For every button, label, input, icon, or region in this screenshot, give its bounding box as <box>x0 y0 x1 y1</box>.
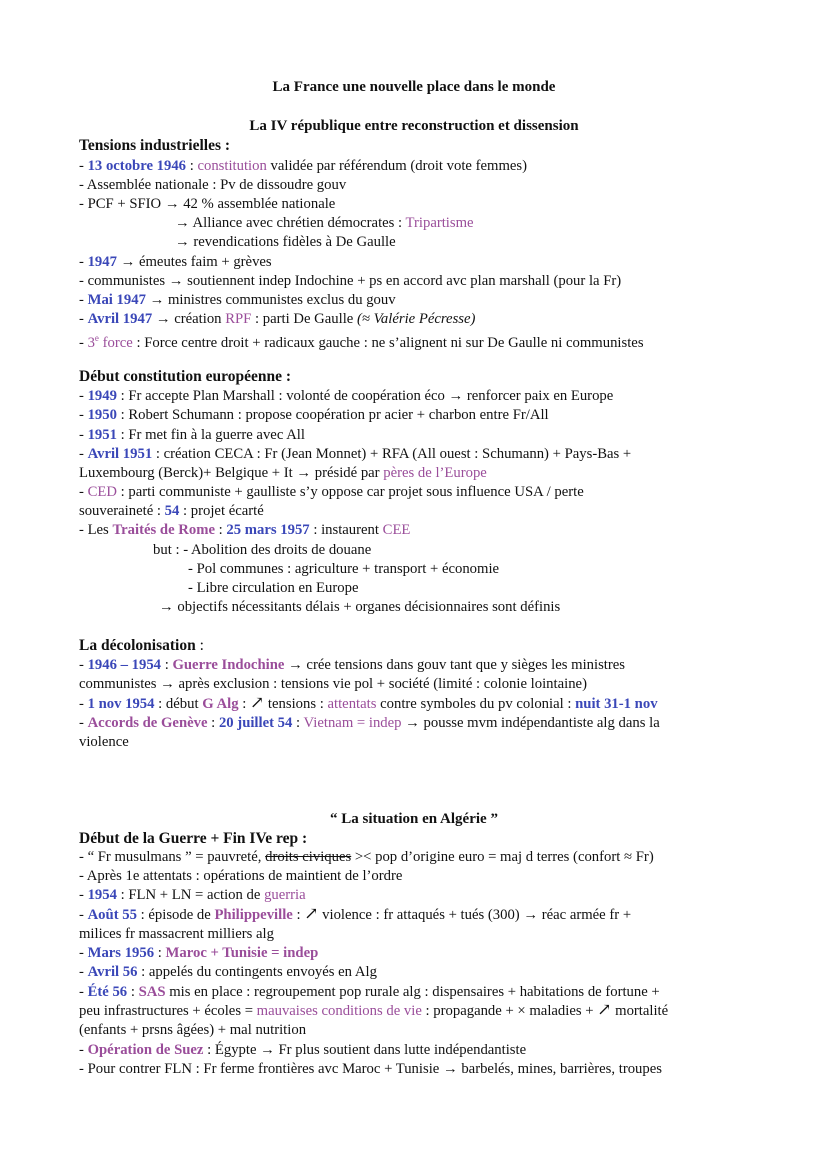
note-line <box>79 157 527 176</box>
note-line <box>79 848 654 867</box>
note-line <box>153 541 371 560</box>
date-highlight: Avril 1951 <box>87 446 153 462</box>
note-text: : <box>154 945 166 961</box>
note-text: : appelés du contingents envoyés en Alg <box>137 964 377 980</box>
note-text: : <box>127 984 139 1000</box>
keyword-highlight: CEE <box>382 522 411 538</box>
note-line <box>175 214 474 233</box>
keyword-highlight: guerria <box>264 887 306 903</box>
keyword-highlight: Accords de Genève <box>87 715 208 731</box>
note-text: (≈ Valérie Pécresse) <box>356 311 476 327</box>
date-highlight: 13 octobre 1946 <box>87 158 187 174</box>
note-line <box>79 502 264 521</box>
note-line <box>79 944 318 963</box>
note-text: - <box>79 254 88 270</box>
note-line <box>79 867 402 886</box>
note-text: (enfants + prsns âgées) + mal nutrition <box>79 1022 307 1038</box>
note-text: - <box>79 158 88 174</box>
note-text: - Après 1e attentats : opérations de maintient de l’ordre <box>79 868 403 884</box>
date-highlight: Avril 56 <box>87 964 138 980</box>
note-text: : Fr met fin à la guerre avec All <box>116 427 305 443</box>
note-text: - communistes → soutiennent indep Indochine + ps en accord avc plan marshall (pour la Fr) <box>79 273 622 289</box>
note-line <box>79 983 660 1002</box>
note-text: - <box>79 407 88 423</box>
note-text: >< pop d’origine euro = maj d terres (confort ≈ Fr) <box>351 849 654 865</box>
note-text: : <box>292 715 304 731</box>
note-text: → crée tensions dans gouv tant que y sièges les ministres <box>284 657 625 673</box>
note-text: - Assemblée nationale : Pv de dissoudre gouv <box>79 177 347 193</box>
note-line <box>79 656 625 675</box>
note-text: but : - Abolition des droits de douane <box>153 542 372 558</box>
note-text: : parti communiste + gaulliste s’y oppose car projet sous influence USA / perte <box>116 484 584 500</box>
date-highlight: Été 56 <box>87 984 128 1000</box>
note-line <box>79 426 305 445</box>
note-text: : FLN + LN = action de <box>116 887 265 903</box>
note-text: violence : fr attaqués + tués (300) → réac armée fr + <box>318 907 632 923</box>
note-line <box>79 906 631 925</box>
date-highlight: Mai 1947 <box>87 292 146 308</box>
note-line <box>79 1041 526 1060</box>
note-text: : Robert Schumann : propose coopération pr acier + charbon entre Fr/All <box>116 407 549 423</box>
date-highlight: 25 mars 1957 <box>226 522 310 538</box>
keyword-highlight: G Alg <box>202 696 239 712</box>
note-text: - <box>79 334 88 351</box>
keyword-highlight: 3e force <box>87 333 133 351</box>
note-text: : <box>238 696 250 712</box>
note-text: : <box>186 158 198 174</box>
note-text: - <box>79 984 88 1000</box>
note-text: milices fr massacrent milliers alg <box>79 926 274 942</box>
note-line <box>79 521 410 540</box>
note-text: - <box>79 715 88 731</box>
date-highlight: nuit 31-1 nov <box>575 696 658 712</box>
note-text: - Les <box>79 522 113 538</box>
note-line <box>79 253 272 272</box>
date-highlight: 1949 <box>87 388 117 404</box>
note-text: - Libre circulation en Europe <box>188 580 359 596</box>
date-highlight: 20 juillet 54 <box>218 715 293 731</box>
note-text: : <box>207 715 219 731</box>
note-text: - <box>79 292 88 308</box>
note-line <box>79 695 658 714</box>
note-line <box>79 445 631 464</box>
note-text: mortalité <box>611 1003 669 1019</box>
keyword-highlight: attentats <box>327 696 377 712</box>
date-highlight: Mars 1956 <box>87 945 155 961</box>
keyword-highlight: RPF <box>225 311 252 327</box>
note-line <box>79 963 377 982</box>
note-text: : Fr accepte Plan Marshall : volonté de coopération éco → renforcer paix en Europe <box>116 388 614 404</box>
date-highlight: 1946 – 1954 <box>87 657 162 673</box>
keyword-highlight: Philippeville <box>214 907 293 923</box>
note-line <box>79 291 396 310</box>
note-line <box>159 598 560 617</box>
note-text: - <box>79 964 88 980</box>
note-text: - <box>79 446 88 462</box>
note-text: Luxembourg (Berck)+ Belgique + It → présidé par <box>79 465 384 481</box>
note-text: → revendications fidèles à De Gaulle <box>175 234 396 250</box>
up-arrow-icon: ↗ <box>304 904 319 923</box>
section-title-algerie: “ La situation en Algérie ” <box>330 811 498 827</box>
note-text: - PCF + SFIO → 42 % assemblée nationale <box>79 196 336 212</box>
up-arrow-icon: ↗ <box>597 1000 612 1019</box>
date-highlight: 1950 <box>87 407 117 423</box>
heading-debut-guerre: Début de la Guerre + Fin IVe rep : <box>79 830 308 847</box>
note-text: : épisode de <box>136 907 215 923</box>
note-text: mis en place : regroupement pop rurale alg : dispensaires + habitations de fortune + <box>165 984 660 1000</box>
note-text: droits civiques <box>265 849 352 865</box>
note-line <box>79 714 660 733</box>
keyword-highlight: Tripartisme <box>405 215 474 231</box>
keyword-highlight: Vietnam = indep <box>303 715 402 731</box>
keyword-highlight: Traités de Rome <box>112 522 215 538</box>
date-highlight: Août 55 <box>87 907 137 923</box>
note-text: → émeutes faim + grèves <box>116 254 272 270</box>
note-line <box>79 329 644 353</box>
date-highlight: 1947 <box>87 254 117 270</box>
note-line <box>79 1002 668 1021</box>
section-title-iv-republique: La IV république entre reconstruction et dissension <box>249 118 579 134</box>
note-text: contre symboles du pv colonial : <box>376 696 576 712</box>
note-text: : <box>292 907 305 923</box>
keyword-highlight: Opération de Suez <box>87 1042 204 1058</box>
note-text: : <box>161 657 173 673</box>
keyword-highlight: mauvaises conditions de vie <box>256 1003 422 1019</box>
note-text: - <box>79 311 88 327</box>
note-text: → Alliance avec chrétien démocrates : <box>175 215 406 231</box>
keyword-highlight: Maroc + Tunisie = indep <box>165 945 319 961</box>
note-line <box>175 233 396 252</box>
note-line <box>79 195 335 214</box>
note-line <box>79 925 274 944</box>
keyword-highlight: CED <box>87 484 117 500</box>
note-text: : Égypte → Fr plus soutient dans lutte indépendantiste <box>203 1042 527 1058</box>
note-line <box>79 483 584 502</box>
note-line <box>188 579 358 598</box>
heading-decolonisation-colon: : <box>195 637 204 654</box>
note-line <box>79 1021 306 1040</box>
note-text: : création CECA : Fr (Jean Monnet) + RFA (All ouest : Schumann) + Pays-Bas + <box>152 446 632 462</box>
keyword-highlight: constitution <box>197 158 267 174</box>
note-text: - <box>79 1042 88 1058</box>
note-line <box>79 387 613 406</box>
note-line <box>79 176 346 195</box>
heading-decolonisation <box>79 637 204 655</box>
note-text: validée par référendum (droit vote femmes) <box>266 158 528 174</box>
note-text: - <box>79 657 88 673</box>
note-text: → création <box>152 311 226 327</box>
heading-tensions-industrielles: Tensions industrielles : <box>79 137 231 154</box>
note-text: - <box>79 887 88 903</box>
note-line <box>188 560 499 579</box>
note-text: : <box>214 522 227 538</box>
note-line <box>79 310 475 329</box>
note-text: : instaurent <box>309 522 383 538</box>
heading-debut-constitution-europeenne: Début constitution européenne : <box>79 368 291 385</box>
note-text: - <box>79 696 88 712</box>
keyword-highlight: pères de l’Europe <box>383 465 487 481</box>
note-text: communistes → après exclusion : tensions vie pol + société (limité : colonie lointaine) <box>79 676 587 692</box>
note-line <box>79 886 306 905</box>
note-text: violence <box>79 734 129 750</box>
date-highlight: Avril 1947 <box>87 311 153 327</box>
note-text: : parti De Gaulle <box>251 311 357 327</box>
note-text: → ministres communistes exclus du gouv <box>145 292 396 308</box>
note-text: → pousse mvm indépendantiste alg dans la <box>401 715 660 731</box>
note-text: - <box>79 427 88 443</box>
note-line <box>79 675 587 694</box>
date-highlight: 54 <box>164 503 180 519</box>
note-line <box>79 406 549 425</box>
page-title: La France une nouvelle place dans le monde <box>272 79 556 95</box>
note-line <box>79 272 621 291</box>
date-highlight: 1 nov 1954 <box>87 696 155 712</box>
note-text: - “ Fr musulmans ” = pauvreté, <box>79 849 266 865</box>
note-text: : Force centre droit + radicaux gauche : ne s’alignent ni sur De Gaulle ni communistes <box>132 334 644 351</box>
note-text: : début <box>154 696 203 712</box>
note-text: : propagande + × maladies + <box>421 1003 598 1019</box>
note-text: souveraineté : <box>79 503 165 519</box>
keyword-highlight: SAS <box>138 984 166 1000</box>
note-text: - <box>79 484 88 500</box>
note-text: peu infrastructures + écoles = <box>79 1003 257 1019</box>
note-text: : projet écarté <box>179 503 264 519</box>
date-highlight: 1951 <box>87 427 117 443</box>
note-line <box>79 464 487 483</box>
date-highlight: 1954 <box>87 887 117 903</box>
up-arrow-icon: ↗ <box>250 693 265 712</box>
note-text: - <box>79 907 88 923</box>
note-text: - Pol communes : agriculture + transport + économie <box>188 561 500 577</box>
note-text: - <box>79 388 88 404</box>
note-line <box>79 733 129 752</box>
keyword-highlight: Guerre Indochine <box>172 657 285 673</box>
note-text: tensions : <box>264 696 328 712</box>
heading-decolonisation-text: La décolonisation <box>79 637 196 654</box>
note-line <box>79 1060 662 1079</box>
note-text: → objectifs nécessitants délais + organes décisionnaires sont définis <box>159 599 561 615</box>
note-text: - Pour contrer FLN : Fr ferme frontières avc Maroc + Tunisie → barbelés, mines, barrières, troupes <box>79 1061 662 1077</box>
note-text: - <box>79 945 88 961</box>
